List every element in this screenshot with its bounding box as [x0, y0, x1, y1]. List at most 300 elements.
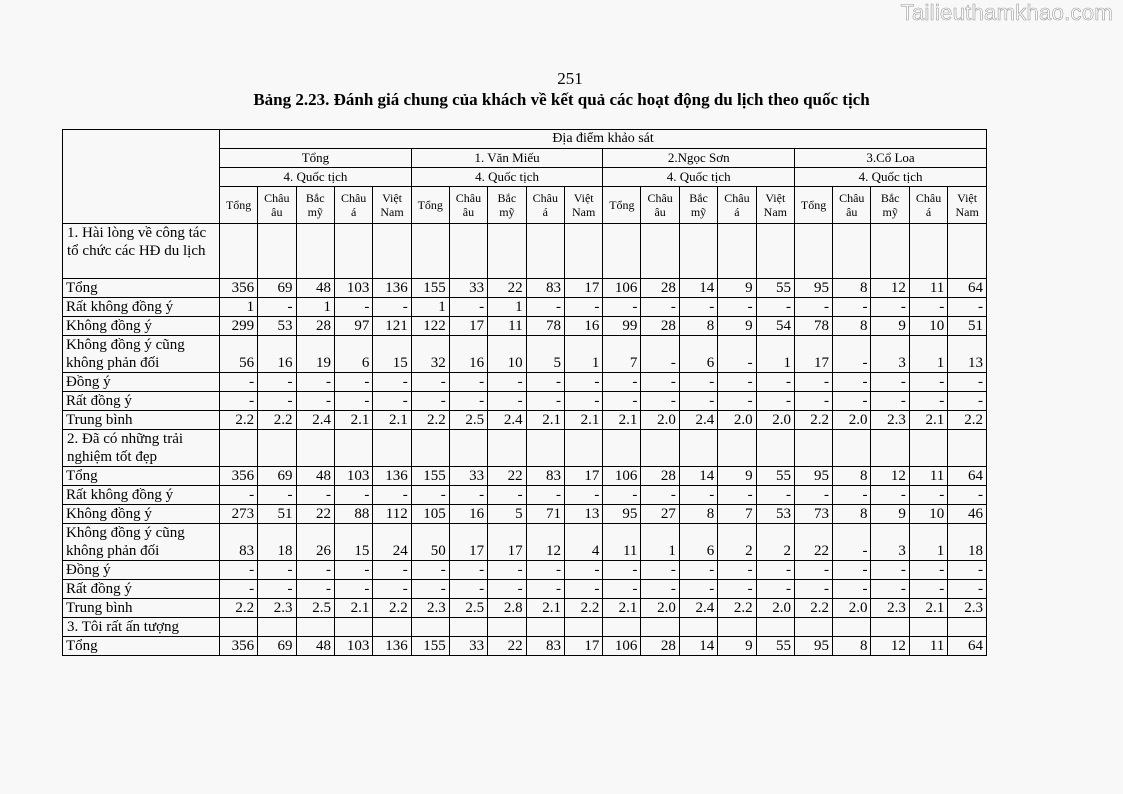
- table-row: [63, 599, 987, 618]
- table-cell: 17: [449, 317, 487, 336]
- table-cell: 11: [488, 317, 526, 336]
- table-cell: -: [871, 392, 909, 411]
- empty-cell: [296, 430, 334, 467]
- table-cell: 33: [449, 637, 487, 656]
- table-cell: 14: [679, 279, 717, 298]
- table-cell: -: [334, 580, 372, 599]
- table-cell: 8: [833, 637, 871, 656]
- table-cell: -: [948, 580, 987, 599]
- empty-cell: [756, 430, 794, 467]
- table-cell: -: [564, 373, 602, 392]
- table-cell: 2.1: [564, 411, 602, 430]
- table-cell: 11: [909, 467, 947, 486]
- row-label: Không đồng ý: [63, 505, 220, 524]
- table-cell: -: [679, 561, 717, 580]
- table-cell: -: [258, 392, 296, 411]
- table-cell: -: [718, 392, 756, 411]
- column-header: Tổng: [220, 187, 258, 224]
- empty-cell: [909, 430, 947, 467]
- table-cell: -: [526, 392, 564, 411]
- table-cell: -: [526, 580, 564, 599]
- table-cell: 2.3: [871, 411, 909, 430]
- row-label: Trung bình: [63, 411, 220, 430]
- table-cell: -: [871, 486, 909, 505]
- empty-cell: [795, 430, 833, 467]
- table-cell: 28: [296, 317, 334, 336]
- table-cell: 99: [603, 317, 641, 336]
- empty-cell: [603, 224, 641, 279]
- table-cell: 8: [679, 505, 717, 524]
- table-cell: -: [488, 580, 526, 599]
- table-cell: 1: [296, 298, 334, 317]
- group-header: 1. Văn Miếu: [411, 149, 603, 168]
- group-header: 3.Cổ Loa: [795, 149, 987, 168]
- empty-cell: [564, 224, 602, 279]
- table-cell: 356: [220, 637, 258, 656]
- empty-cell: [373, 430, 411, 467]
- table-cell: 17: [449, 524, 487, 561]
- table-cell: -: [411, 486, 449, 505]
- empty-cell: [526, 430, 564, 467]
- empty-cell: [679, 430, 717, 467]
- table-cell: 2.5: [449, 411, 487, 430]
- table-row: [63, 336, 987, 373]
- table-cell: 33: [449, 467, 487, 486]
- table-cell: 9: [718, 317, 756, 336]
- table-cell: -: [564, 561, 602, 580]
- table-cell: -: [756, 580, 794, 599]
- empty-cell: [909, 618, 947, 637]
- table-cell: 8: [833, 467, 871, 486]
- row-label: Không đồng ý: [63, 317, 220, 336]
- table-cell: -: [334, 561, 372, 580]
- table-cell: 15: [334, 524, 372, 561]
- table-cell: -: [795, 298, 833, 317]
- table-cell: 51: [258, 505, 296, 524]
- empty-cell: [871, 224, 909, 279]
- table-row: [63, 637, 987, 656]
- table-cell: 122: [411, 317, 449, 336]
- table-cell: 4: [564, 524, 602, 561]
- table-cell: -: [641, 336, 679, 373]
- row-label: Đồng ý: [63, 561, 220, 580]
- table-cell: 22: [488, 279, 526, 298]
- row-label: Rất không đồng ý: [63, 486, 220, 505]
- table-cell: -: [603, 298, 641, 317]
- table-cell: 136: [373, 279, 411, 298]
- table-cell: 55: [756, 467, 794, 486]
- table-cell: 2.4: [296, 411, 334, 430]
- column-header: Bắc mỹ: [679, 187, 717, 224]
- table-cell: 2.4: [488, 411, 526, 430]
- table-cell: -: [871, 561, 909, 580]
- table-row: [63, 524, 987, 561]
- table-cell: -: [411, 561, 449, 580]
- table-cell: 121: [373, 317, 411, 336]
- table-cell: -: [220, 373, 258, 392]
- table-cell: 2: [756, 524, 794, 561]
- table-cell: 83: [526, 279, 564, 298]
- table-cell: -: [679, 392, 717, 411]
- empty-cell: [718, 224, 756, 279]
- table-cell: 64: [948, 467, 987, 486]
- table-cell: -: [258, 486, 296, 505]
- table-cell: 22: [488, 637, 526, 656]
- section-row: [63, 224, 987, 279]
- empty-cell: [488, 224, 526, 279]
- table-cell: 2.1: [603, 411, 641, 430]
- table-cell: 106: [603, 637, 641, 656]
- empty-cell: [220, 618, 258, 637]
- empty-cell: [373, 618, 411, 637]
- table-cell: 2.2: [564, 599, 602, 618]
- table-cell: 46: [948, 505, 987, 524]
- table-cell: 1: [641, 524, 679, 561]
- row-label: Trung bình: [63, 599, 220, 618]
- table-cell: 50: [411, 524, 449, 561]
- table-row: [63, 392, 987, 411]
- empty-cell: [449, 618, 487, 637]
- table-cell: -: [833, 486, 871, 505]
- table-cell: -: [526, 486, 564, 505]
- empty-cell: [641, 618, 679, 637]
- table-cell: -: [603, 373, 641, 392]
- table-cell: 106: [603, 279, 641, 298]
- column-header: Châu âu: [641, 187, 679, 224]
- table-cell: -: [718, 580, 756, 599]
- table-cell: 2.0: [641, 411, 679, 430]
- page-number: 251: [557, 69, 583, 88]
- table-cell: 11: [909, 637, 947, 656]
- table-cell: 15: [373, 336, 411, 373]
- empty-cell: [488, 430, 526, 467]
- table-cell: -: [756, 392, 794, 411]
- nationality-header: 4. Quốc tịch: [220, 168, 412, 187]
- table-cell: 26: [296, 524, 334, 561]
- table-cell: -: [948, 392, 987, 411]
- table-cell: 53: [258, 317, 296, 336]
- table-cell: 28: [641, 467, 679, 486]
- table-cell: 51: [948, 317, 987, 336]
- table-cell: 2.0: [756, 411, 794, 430]
- table-row: [63, 486, 987, 505]
- table-cell: -: [603, 486, 641, 505]
- table-cell: 2.2: [220, 599, 258, 618]
- table-cell: 2.1: [334, 599, 372, 618]
- empty-cell: [488, 618, 526, 637]
- table-cell: -: [296, 373, 334, 392]
- empty-cell: [334, 618, 372, 637]
- empty-cell: [948, 224, 987, 279]
- table-cell: 55: [756, 279, 794, 298]
- table-cell: -: [373, 392, 411, 411]
- table-cell: -: [871, 580, 909, 599]
- table-cell: 9: [871, 317, 909, 336]
- table-cell: -: [718, 561, 756, 580]
- table-cell: -: [296, 486, 334, 505]
- empty-cell: [334, 224, 372, 279]
- table-cell: 155: [411, 637, 449, 656]
- table-cell: 155: [411, 467, 449, 486]
- empty-cell: [526, 618, 564, 637]
- table-cell: 103: [334, 279, 372, 298]
- table-row: [63, 279, 987, 298]
- row-label: Đồng ý: [63, 373, 220, 392]
- table-cell: 14: [679, 467, 717, 486]
- table-cell: -: [449, 392, 487, 411]
- table-cell: -: [603, 392, 641, 411]
- table-cell: -: [258, 580, 296, 599]
- table-cell: -: [564, 580, 602, 599]
- table-cell: -: [833, 373, 871, 392]
- table-cell: 1: [488, 298, 526, 317]
- table-cell: 2.4: [679, 599, 717, 618]
- table-cell: 28: [641, 279, 679, 298]
- table-cell: 53: [756, 505, 794, 524]
- table-cell: 9: [718, 637, 756, 656]
- table-cell: 2.2: [411, 411, 449, 430]
- table-cell: -: [220, 561, 258, 580]
- table-cell: 2.2: [258, 411, 296, 430]
- table-cell: 27: [641, 505, 679, 524]
- section-label: 2. Đã có những trải nghiệm tốt đẹp: [63, 430, 220, 467]
- table-cell: 2.2: [220, 411, 258, 430]
- table-cell: -: [334, 486, 372, 505]
- table-cell: 1: [756, 336, 794, 373]
- table-cell: -: [756, 561, 794, 580]
- table-row: [63, 580, 987, 599]
- table-cell: -: [679, 373, 717, 392]
- table-cell: -: [258, 298, 296, 317]
- row-label: Rất đồng ý: [63, 392, 220, 411]
- table-cell: 6: [334, 336, 372, 373]
- table-cell: 12: [871, 637, 909, 656]
- section-row: [63, 430, 987, 467]
- table-cell: 1: [909, 336, 947, 373]
- table-cell: 2.0: [718, 411, 756, 430]
- row-label: Tổng: [63, 467, 220, 486]
- table-cell: -: [948, 298, 987, 317]
- table-cell: 3: [871, 336, 909, 373]
- table-row: [63, 317, 987, 336]
- empty-cell: [411, 618, 449, 637]
- table-cell: 136: [373, 637, 411, 656]
- table-cell: 11: [603, 524, 641, 561]
- table-cell: 22: [795, 524, 833, 561]
- table-cell: 10: [488, 336, 526, 373]
- table-cell: 78: [795, 317, 833, 336]
- table-cell: 356: [220, 467, 258, 486]
- table-cell: -: [718, 336, 756, 373]
- table-cell: -: [833, 392, 871, 411]
- table-cell: 24: [373, 524, 411, 561]
- watermark: Tailieuthamkhao.com: [900, 0, 1113, 25]
- empty-cell: [833, 430, 871, 467]
- column-header: Tổng: [411, 187, 449, 224]
- table-cell: -: [449, 561, 487, 580]
- empty-cell: [641, 430, 679, 467]
- empty-cell: [526, 224, 564, 279]
- table-cell: 7: [603, 336, 641, 373]
- group-header: Tổng: [220, 149, 412, 168]
- column-header: Châu âu: [258, 187, 296, 224]
- column-header: Tổng: [795, 187, 833, 224]
- table-cell: 28: [641, 637, 679, 656]
- table-cell: 6: [679, 336, 717, 373]
- table-cell: 16: [449, 505, 487, 524]
- empty-cell: [220, 224, 258, 279]
- table-cell: 2: [718, 524, 756, 561]
- table-cell: 12: [871, 467, 909, 486]
- table-cell: -: [258, 373, 296, 392]
- survey-table: [62, 129, 987, 656]
- corner-cell: [63, 130, 220, 224]
- table-cell: -: [679, 298, 717, 317]
- table-cell: -: [795, 561, 833, 580]
- table-cell: -: [756, 373, 794, 392]
- empty-cell: [756, 618, 794, 637]
- table-cell: 17: [564, 637, 602, 656]
- table-cell: 1: [411, 298, 449, 317]
- table-cell: 83: [526, 637, 564, 656]
- table-cell: -: [334, 392, 372, 411]
- table-cell: 1: [909, 524, 947, 561]
- table-cell: -: [641, 580, 679, 599]
- table-cell: -: [449, 580, 487, 599]
- column-header: Châu âu: [833, 187, 871, 224]
- table-cell: 2.2: [718, 599, 756, 618]
- table-cell: 71: [526, 505, 564, 524]
- table-cell: -: [909, 392, 947, 411]
- table-cell: 2.1: [373, 411, 411, 430]
- table-cell: -: [871, 373, 909, 392]
- table-cell: -: [909, 373, 947, 392]
- table-cell: 12: [526, 524, 564, 561]
- table-cell: 17: [564, 279, 602, 298]
- table-cell: -: [373, 298, 411, 317]
- table-cell: -: [641, 486, 679, 505]
- table-cell: 12: [871, 279, 909, 298]
- table-cell: 69: [258, 279, 296, 298]
- row-label: Không đồng ý cũng không phản đối: [63, 524, 220, 561]
- table-cell: 2.3: [871, 599, 909, 618]
- table-cell: 16: [258, 336, 296, 373]
- table-cell: 2.5: [449, 599, 487, 618]
- table-cell: 13: [564, 505, 602, 524]
- empty-cell: [679, 618, 717, 637]
- empty-cell: [756, 224, 794, 279]
- table-cell: -: [833, 524, 871, 561]
- empty-cell: [833, 224, 871, 279]
- column-header: Việt Nam: [564, 187, 602, 224]
- table-cell: 2.2: [795, 599, 833, 618]
- table-cell: -: [334, 298, 372, 317]
- table-cell: 2.3: [258, 599, 296, 618]
- table-cell: 83: [220, 524, 258, 561]
- row-label: Rất đồng ý: [63, 580, 220, 599]
- table-cell: -: [373, 486, 411, 505]
- table-cell: 10: [909, 505, 947, 524]
- empty-cell: [871, 618, 909, 637]
- table-cell: -: [871, 298, 909, 317]
- table-cell: -: [603, 580, 641, 599]
- table-cell: 2.1: [334, 411, 372, 430]
- table-cell: -: [641, 373, 679, 392]
- table-cell: 22: [296, 505, 334, 524]
- table-cell: 1: [220, 298, 258, 317]
- table-cell: 22: [488, 467, 526, 486]
- empty-cell: [449, 430, 487, 467]
- table-cell: 2.1: [909, 599, 947, 618]
- empty-cell: [411, 224, 449, 279]
- column-header: Bắc mỹ: [871, 187, 909, 224]
- empty-cell: [296, 618, 334, 637]
- empty-cell: [718, 430, 756, 467]
- table-cell: 33: [449, 279, 487, 298]
- table-cell: 6: [679, 524, 717, 561]
- table-cell: -: [641, 392, 679, 411]
- table-row: [63, 561, 987, 580]
- table-cell: 5: [526, 336, 564, 373]
- table-cell: 356: [220, 279, 258, 298]
- table-cell: 8: [833, 279, 871, 298]
- table-cell: 64: [948, 279, 987, 298]
- table-cell: -: [373, 561, 411, 580]
- empty-cell: [871, 430, 909, 467]
- table-cell: -: [641, 561, 679, 580]
- table-cell: 64: [948, 637, 987, 656]
- table-cell: -: [526, 373, 564, 392]
- table-cell: -: [679, 580, 717, 599]
- empty-cell: [603, 618, 641, 637]
- empty-cell: [564, 430, 602, 467]
- table-cell: 48: [296, 637, 334, 656]
- column-header: Bắc mỹ: [296, 187, 334, 224]
- nationality-header: 4. Quốc tịch: [411, 168, 603, 187]
- table-cell: 11: [909, 279, 947, 298]
- table-cell: 112: [373, 505, 411, 524]
- table-cell: -: [564, 392, 602, 411]
- table-cell: 18: [258, 524, 296, 561]
- table-cell: 8: [833, 317, 871, 336]
- column-header: Châu á: [909, 187, 947, 224]
- table-cell: 13: [948, 336, 987, 373]
- table-cell: -: [526, 561, 564, 580]
- table-cell: -: [258, 561, 296, 580]
- table-cell: -: [564, 486, 602, 505]
- table-cell: -: [526, 298, 564, 317]
- table-cell: 95: [603, 505, 641, 524]
- table-cell: 2.0: [833, 599, 871, 618]
- table-cell: -: [679, 486, 717, 505]
- table-cell: 8: [833, 505, 871, 524]
- row-label: Không đồng ý cũng không phản đối: [63, 336, 220, 373]
- table-cell: 8: [679, 317, 717, 336]
- table-cell: -: [948, 561, 987, 580]
- table-cell: 95: [795, 637, 833, 656]
- table-row: [63, 505, 987, 524]
- table-cell: -: [488, 373, 526, 392]
- table-cell: 19: [296, 336, 334, 373]
- empty-cell: [296, 224, 334, 279]
- table-cell: -: [795, 486, 833, 505]
- table-cell: 2.1: [526, 411, 564, 430]
- table-cell: -: [488, 392, 526, 411]
- section-label: 1. Hài lòng về công tác tổ chức các HĐ du lịch: [63, 224, 220, 279]
- table-cell: -: [718, 298, 756, 317]
- empty-cell: [334, 430, 372, 467]
- table-cell: 2.0: [641, 599, 679, 618]
